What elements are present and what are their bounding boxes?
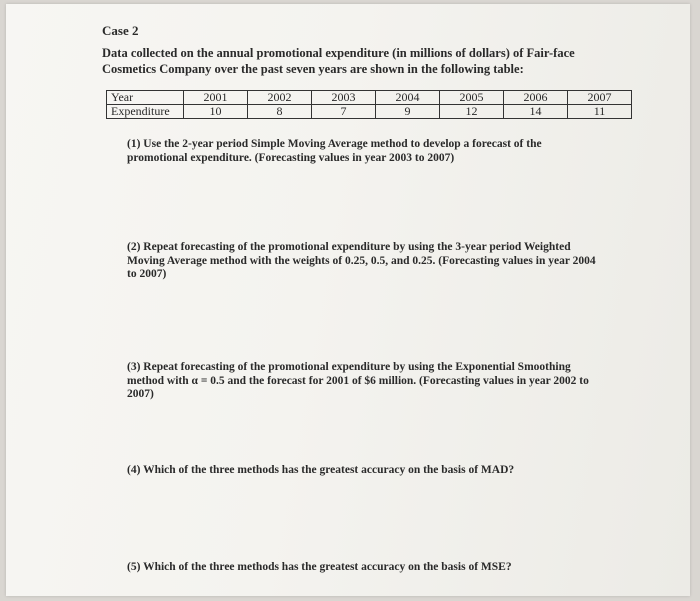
expenditure-cell: 14 [504,105,568,119]
question-3: (3) Repeat forecasting of the promotional expenditure by using the Exponential Smoothing method with α = 0.5 and the forecast for 2001 of $6 million. (Forecasting values in year 2002 to 2007) [127,361,589,400]
row-label-expenditure: Expenditure [107,105,184,119]
expenditure-table [106,90,632,119]
expenditure-cell: 12 [440,105,504,119]
year-cell: 2002 [248,91,312,105]
question-1: (1) Use the 2-year period Simple Moving Average method to develop a forecast of the promotional expenditure. (Forecasting values in year 2003 to 2007) [127,138,542,164]
question-2: (2) Repeat forecasting of the promotional expenditure by using the 3-year period Weighted Moving Average method with the weights of 0.25, 0.5, and 0.25. (Forecasting values in year 2004 to 2007) [127,241,596,280]
intro-paragraph: Data collected on the annual promotional expenditure (in millions of dollars) of Fair-face Cosmetics Company over the past seven years are shown in the following table: [102,46,575,76]
expenditure-cell: 7 [312,105,376,119]
year-cell: 2003 [312,91,376,105]
document-page [6,4,690,596]
expenditure-cell: 10 [184,105,248,119]
case-title: Case 2 [102,23,139,38]
expenditure-cell: 11 [568,105,632,119]
row-label-year: Year [107,91,184,105]
year-cell: 2005 [440,91,504,105]
question-4: (4) Which of the three methods has the greatest accuracy on the basis of MAD? [127,464,515,476]
table-row-expenditure [107,105,632,119]
year-cell: 2006 [504,91,568,105]
year-cell: 2001 [184,91,248,105]
year-cell: 2007 [568,91,632,105]
table-row-year [107,91,632,105]
question-5: (5) Which of the three methods has the greatest accuracy on the basis of MSE? [127,561,512,573]
year-cell: 2004 [376,91,440,105]
expenditure-cell: 8 [248,105,312,119]
expenditure-cell: 9 [376,105,440,119]
